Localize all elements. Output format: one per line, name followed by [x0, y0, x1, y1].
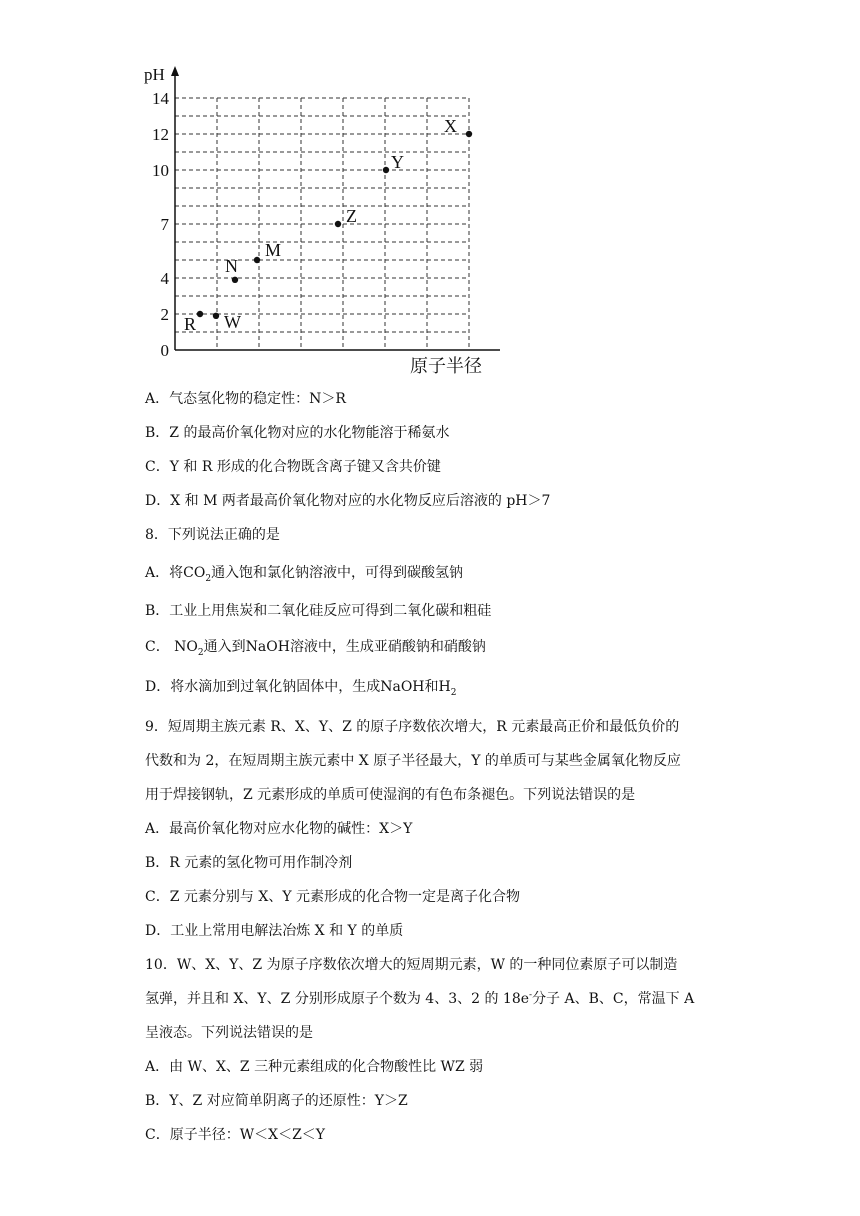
- q10-stem-line-1: 10．W、X、Y、Z 为原子序数依次增大的短周期元素，W 的一种同位素原子可以制造: [145, 957, 678, 973]
- q8-stem: 8．下列说法正确的是: [145, 527, 280, 543]
- q9-stem-line-1: 9．短周期主族元素 R、X、Y、Z 的原子序数依次增大，R 元素最高正价和最低负价的: [145, 719, 680, 735]
- q7-option-a: A．气态氢化物的稳定性：N＞R: [145, 391, 346, 407]
- q7-option-c: C．Y 和 R 形成的化合物既含离子键又含共价键: [145, 459, 441, 475]
- y-tick-label: 2: [160, 305, 169, 324]
- point-z: [335, 221, 341, 227]
- y-tick-label: 0: [160, 341, 169, 360]
- point-x: [466, 131, 472, 137]
- q9-option-a: A．最高价氧化物对应水化物的碱性：X＞Y: [145, 821, 413, 837]
- q9-option-c: C．Z 元素分别与 X、Y 元素形成的化合物一定是离子化合物: [145, 889, 521, 905]
- y-axis-arrow: [171, 66, 179, 76]
- q10-option-a: A．由 W、X、Z 三种元素组成的化合物酸性比 WZ 弱: [145, 1059, 484, 1075]
- x-axis-label: 原子半径: [410, 356, 482, 376]
- point-label-y: Y: [391, 152, 404, 172]
- ph-atomic-radius-chart: [140, 62, 520, 382]
- y-tick-label: 4: [160, 269, 169, 288]
- q8-option-a: A．将$CO_2$通入饱和氯化钠溶液中，可得到碳酸氢钠: [145, 565, 464, 584]
- point-n: [232, 277, 238, 283]
- q8-option-b: B．工业上用焦炭和二氧化硅反应可得到二氧化碳和粗硅: [145, 603, 492, 619]
- chart-axes: [171, 66, 500, 350]
- y-tick-label: 7: [160, 215, 169, 234]
- point-label-w: W: [224, 311, 241, 332]
- chart-grid: [175, 98, 469, 350]
- y-axis-label: pH: [144, 65, 165, 84]
- q7-option-d: D．X 和 M 两者最高价氧化物对应的水化物反应后溶液的 pH＞7: [145, 493, 551, 509]
- y-tick-label: 12: [152, 125, 169, 144]
- q9-stem-line-2: 代数和为 2，在短周期主族元素中 X 原子半径最大，Y 的单质可与某些金属氧化物反应: [145, 753, 681, 769]
- q8-option-d: D．将水滴加到过氧化钠固体中，生成NaOH和$H_2$: [145, 679, 457, 698]
- point-m: [254, 257, 260, 263]
- point-label-n: N: [225, 255, 238, 276]
- point-w: [213, 313, 219, 319]
- point-r: [197, 311, 203, 317]
- y-tick-label: 10: [152, 161, 169, 180]
- point-label-m: M: [265, 240, 282, 260]
- q10-stem-line-3: 呈液态。下列说法错误的是: [145, 1025, 313, 1041]
- point-label-x: X: [444, 116, 457, 136]
- q9-option-b: B．R 元素的氢化物可用作制冷剂: [145, 855, 353, 871]
- y-tick-labels: [152, 89, 170, 360]
- q7-option-b: B．Z 的最高价氧化物对应的水化物能溶于稀氨水: [145, 425, 450, 441]
- q9-option-d: D．工业上常用电解法冶炼 X 和 Y 的单质: [145, 923, 404, 939]
- q10-option-c: C．原子半径：W＜X＜Z＜Y: [145, 1127, 326, 1143]
- q8-option-c: C． $NO_2$通入到NaOH溶液中，生成亚硝酸钠和硝酸钠: [145, 639, 486, 658]
- point-y: [383, 167, 389, 173]
- point-label-z: Z: [346, 206, 357, 226]
- q9-stem-line-3: 用于焊接钢轨，Z 元素形成的单质可使湿润的有色布条褪色。下列说法错误的是: [145, 787, 636, 803]
- y-tick-label: 14: [152, 89, 169, 108]
- data-points: [184, 116, 472, 334]
- q10-option-b: B．Y、Z 对应简单阴离子的还原性：Y＞Z: [145, 1093, 408, 1109]
- q10-stem-line-2: 氢弹，并且和 X、Y、Z 分别形成原子个数为 4、3、2 的 18e-分子 A、B、C，常温下 A: [145, 990, 695, 1007]
- point-label-r: R: [184, 314, 197, 334]
